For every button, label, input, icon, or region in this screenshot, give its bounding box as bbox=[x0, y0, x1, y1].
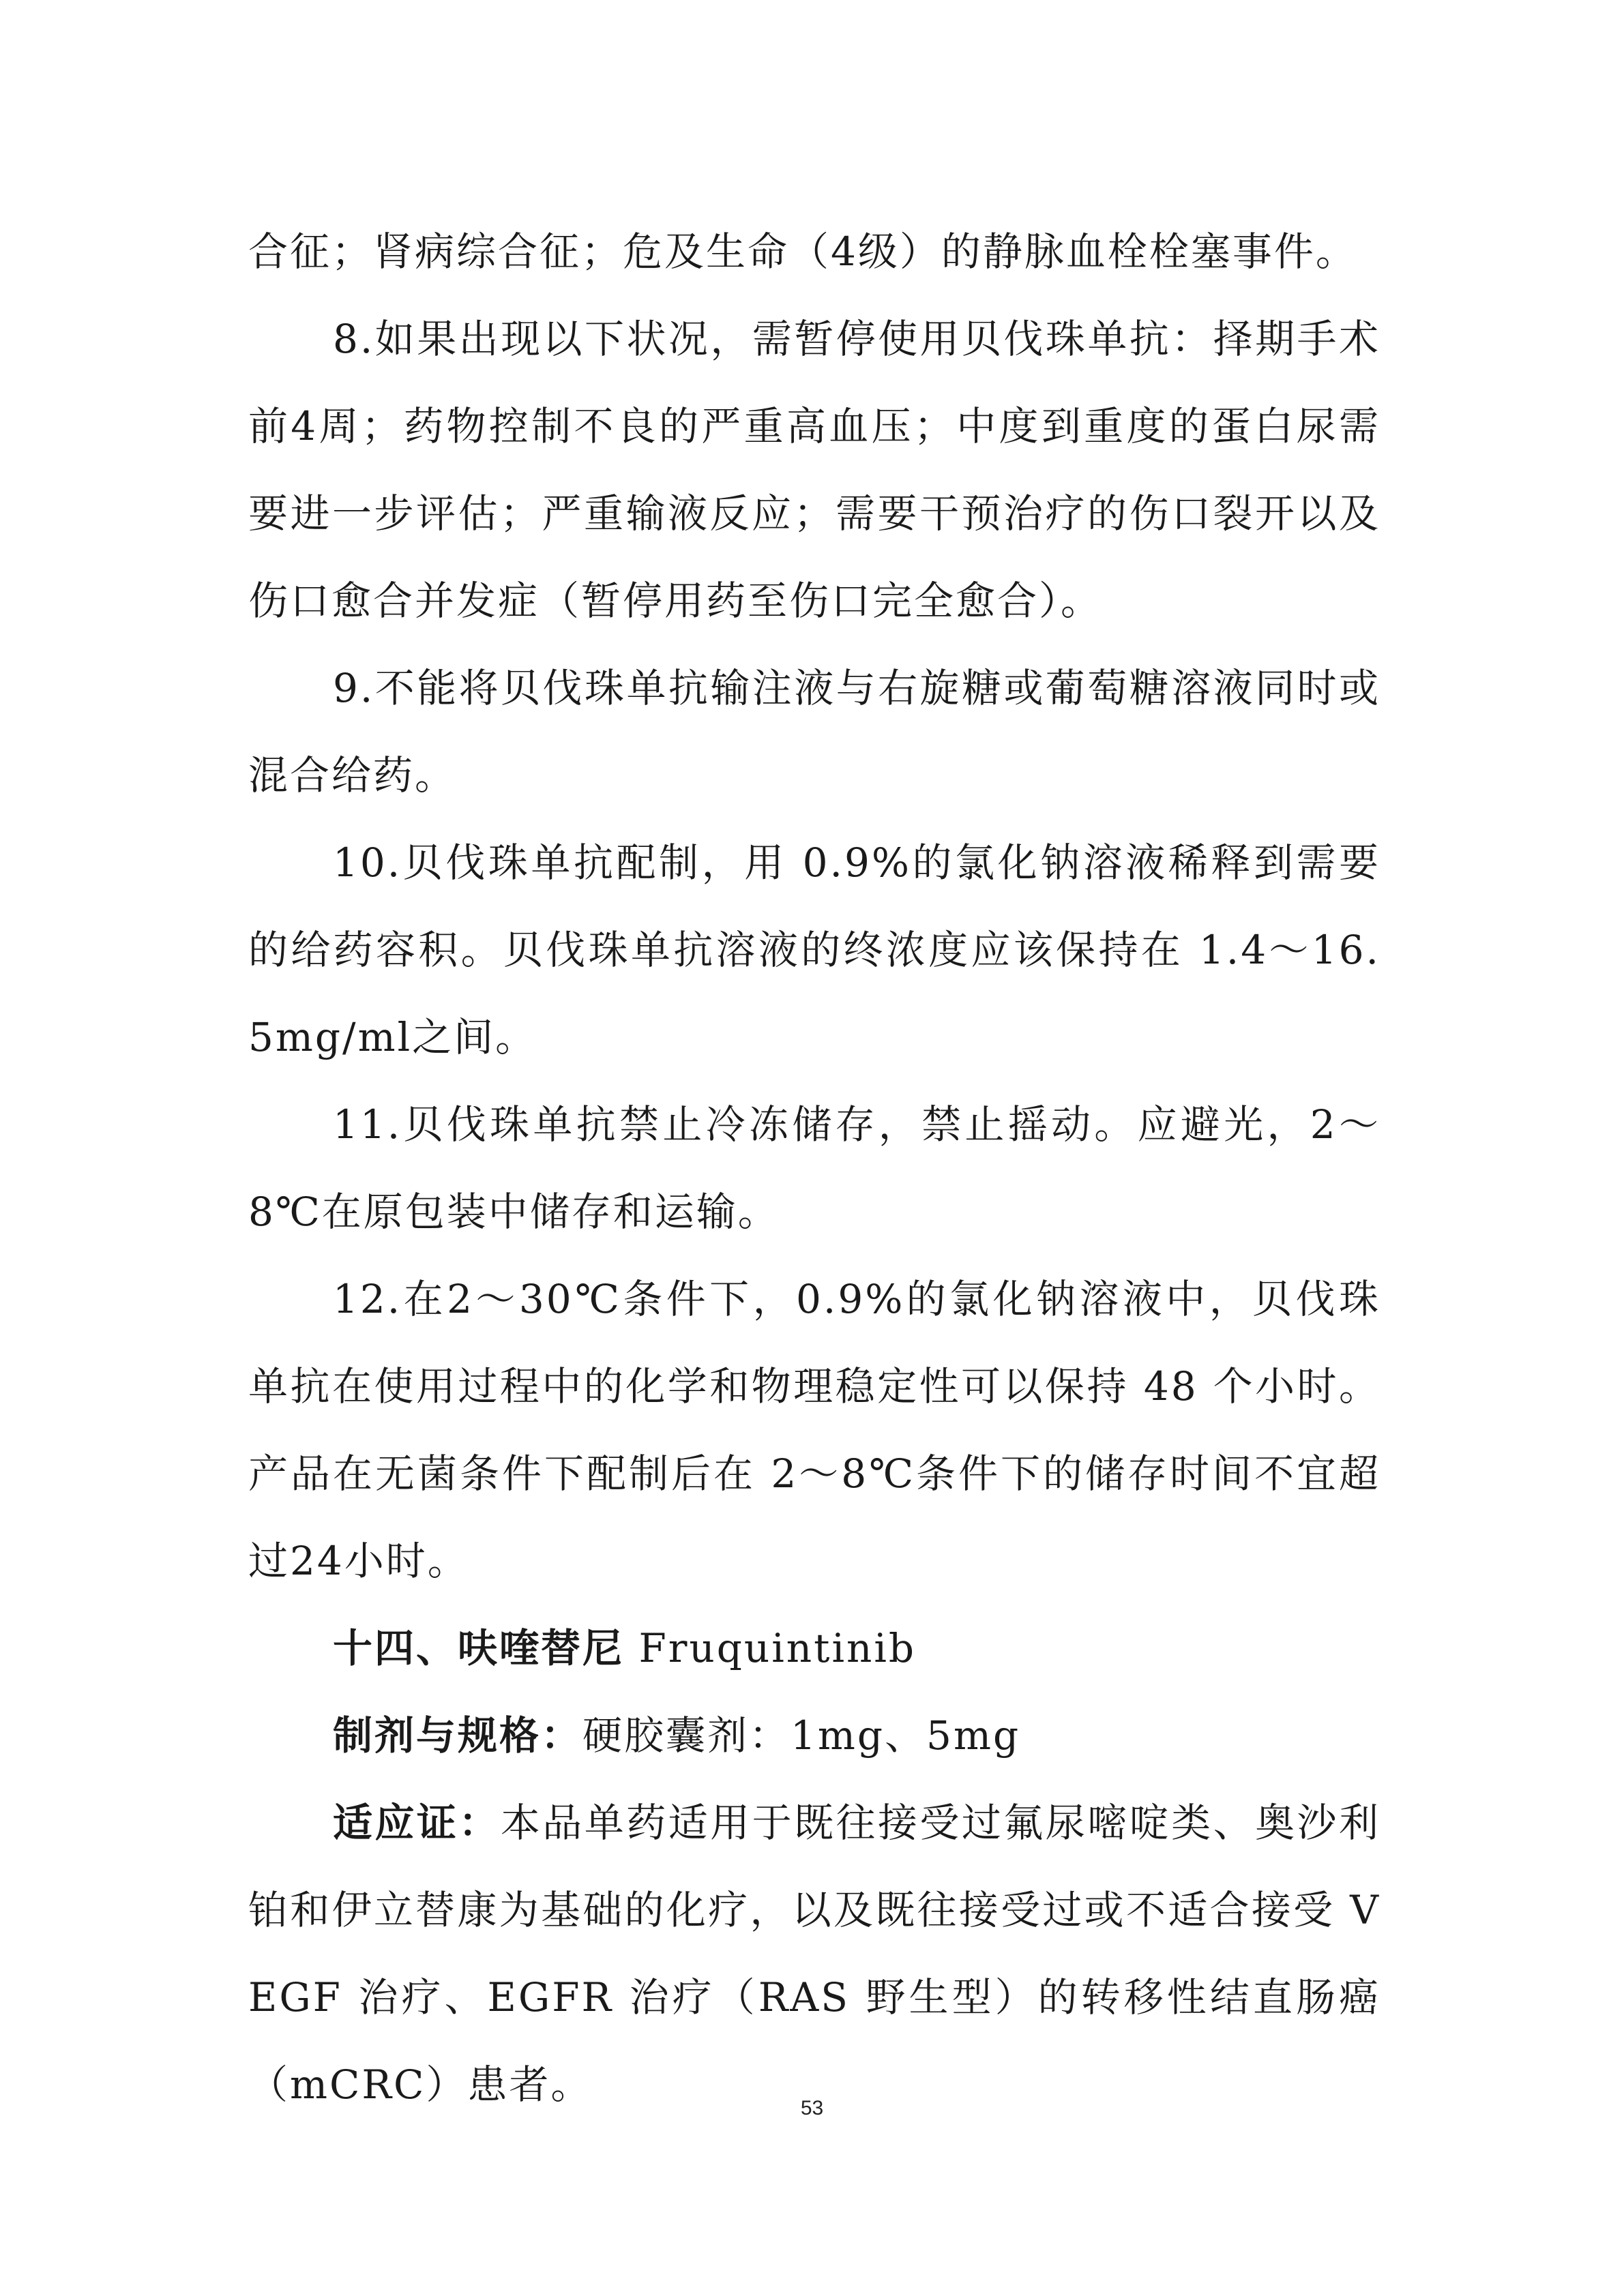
paragraph-continuation: 合征；肾病综合征；危及生命（4级）的静脉血栓栓塞事件。 bbox=[248, 228, 1357, 275]
indication-paragraph bbox=[248, 1779, 1381, 2128]
indication-label: 适应证： bbox=[333, 1800, 501, 1846]
formulation-paragraph bbox=[248, 1692, 1381, 1779]
section-heading-english: Fruquintinib bbox=[638, 1625, 917, 1671]
paragraph-item-12: 12.在2～30℃条件下，0.9%的氯化钠溶液中，贝伐珠单抗在使用过程中的化学和物理稳定性可以保持 48 个小时。产品在无菌条件下配制后在 2～8℃条件下的储存时间不宜超过24小时。 bbox=[248, 1276, 1381, 1584]
page-number: 53 bbox=[800, 2097, 824, 2119]
paragraph-item-8: 8.如果出现以下状况，需暂停使用贝伐珠单抗：择期手术前4周；药物控制不良的严重高血压；中度到重度的蛋白尿需要进一步评估；严重输液反应；需要干预治疗的伤口裂开以及伤口愈合并发症（暂停用药至伤口完全愈合）。 bbox=[248, 316, 1381, 624]
section-heading-chinese: 十四、呋喹替尼 bbox=[333, 1625, 625, 1671]
section-heading bbox=[248, 1605, 1381, 1692]
paragraph-item-10: 10.贝伐珠单抗配制，用 0.9%的氯化钠溶液稀释到需要的给药容积。贝伐珠单抗溶液的终浓度应该保持在 1.4～16.5mg/ml之间。 bbox=[248, 839, 1381, 1060]
formulation-label: 制剂与规格： bbox=[333, 1712, 583, 1759]
document-body bbox=[248, 208, 1381, 2128]
paragraph-item-9: 9.不能将贝伐珠单抗输注液与右旋糖或葡萄糖溶液同时或混合给药。 bbox=[248, 665, 1381, 799]
paragraph-item-11: 11.贝伐珠单抗禁止冷冻储存，禁止摇动。应避光，2～8℃在原包装中储存和运输。 bbox=[248, 1101, 1381, 1235]
indication-text: 本品单药适用于既往接受过氟尿嘧啶类、奥沙利铂和伊立替康为基础的化疗，以及既往接受过或不适合接受 VEGF 治疗、EGFR 治疗（RAS 野生型）的转移性结直肠癌（mCRC）患者。 bbox=[248, 1800, 1381, 2108]
formulation-text: 硬胶囊剂：1mg、5mg bbox=[582, 1712, 1021, 1759]
